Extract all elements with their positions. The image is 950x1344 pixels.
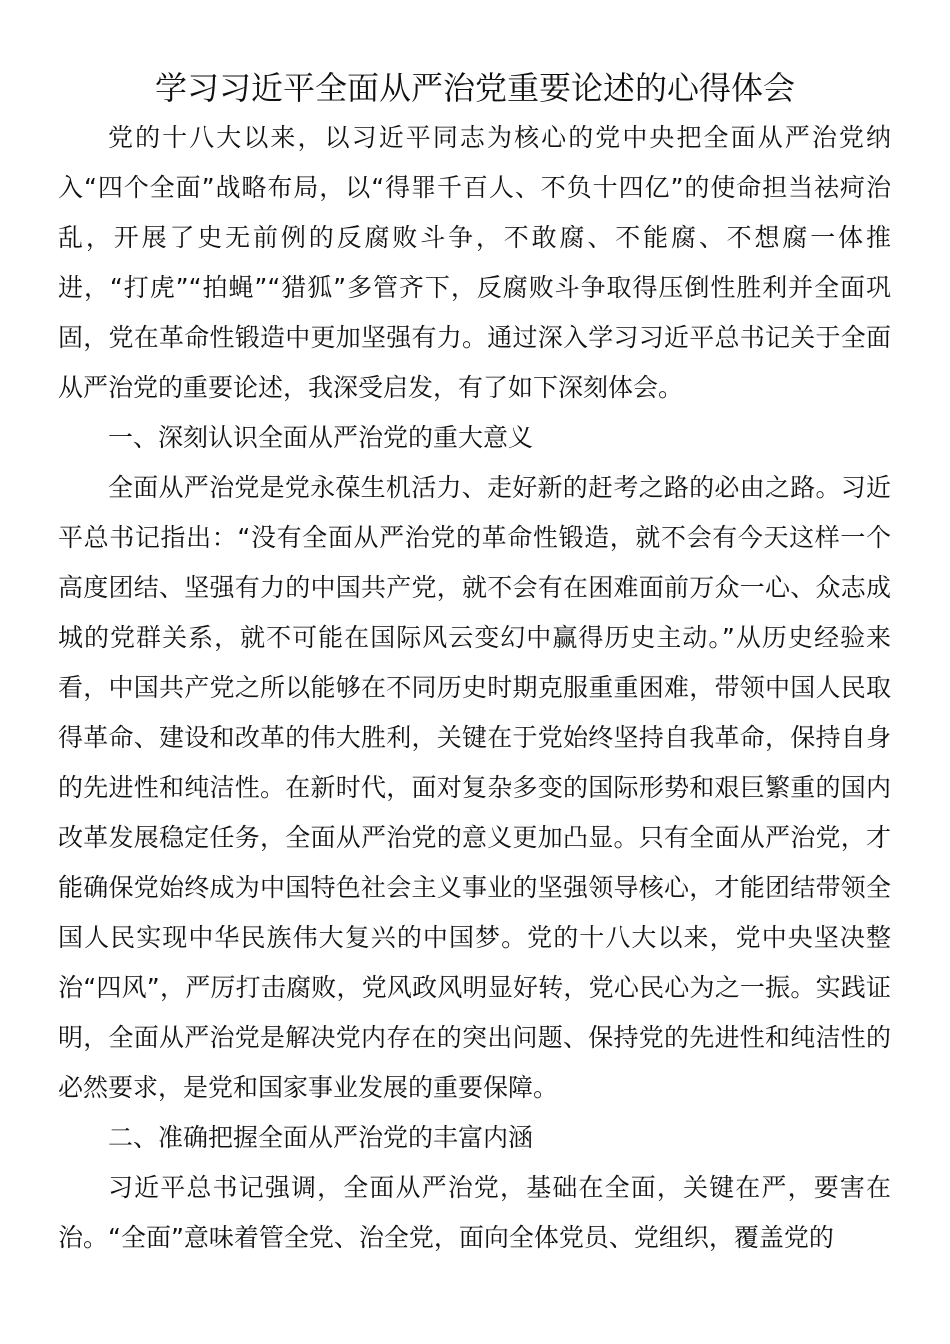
section-heading-1: 一、深刻认识全面从严治党的重大意义 bbox=[108, 423, 534, 452]
document-body bbox=[58, 113, 891, 1263]
section-1-paragraph: 全面从严治党是党永葆生机活力、走好新的赶考之路的必由之路。习近平总书记指出：“没有全面从严治党的革命性锻造，就不会有今天这样一个高度团结、坚强有力的中国共产党，就不会有在困难面前万众一心、众志成城的党群关系，就不可能在国际风云变幻中赢得历史主动。”从历史经验来看，中国共产党之所以能够在不同历史时期克服重重困难，带领中国人民取得革命、建设和改革的伟大胜利，关键在于党始终坚持自我革命，保持自身的先进性和纯洁性。在新时代，面对复杂多变的国际形势和艰巨繁重的国内改革发展稳定任务，全面从严治党的意义更加凸显。只有全面从严治党，才能确保党始终成为中国特色社会主义事业的坚强领导核心，才能团结带领全国人民实现中华民族伟大复兴的中国梦。党的十八大以来，党中央坚决整治“四风”，严厉打击腐败，党风政风明显好转，党心民心为之一振。实践证明，全面从严治党是解决党内存在的突出问题、保持党的先进性和纯洁性的必然要求，是党和国家事业发展的重要保障。 bbox=[58, 473, 891, 1102]
intro-paragraph: 党的十八大以来，以习近平同志为核心的党中央把全面从严治党纳入“四个全面”战略布局，以“得罪千百人、不负十四亿”的使命担当祛疴治乱，开展了史无前例的反腐败斗争，不敢腐、不能腐、不想腐一体推进，“打虎”“拍蝇”“猎狐”多管齐下，反腐败斗争取得压倒性胜利并全面巩固，党在革命性锻造中更加坚强有力。通过深入学习习近平总书记关于全面从严治党的重要论述，我深受启发，有了如下深刻体会。 bbox=[58, 123, 891, 402]
document-title: 学习习近平全面从严治党重要论述的心得体会 bbox=[154, 69, 795, 107]
section-heading-2: 二、准确把握全面从严治党的丰富内涵 bbox=[108, 1123, 534, 1152]
section-2-paragraph: 习近平总书记强调，全面从严治党，基础在全面，关键在严，要害在治。“全面”意味着管全党、治全党，面向全体党员、党组织，覆盖党的 bbox=[58, 1173, 891, 1252]
